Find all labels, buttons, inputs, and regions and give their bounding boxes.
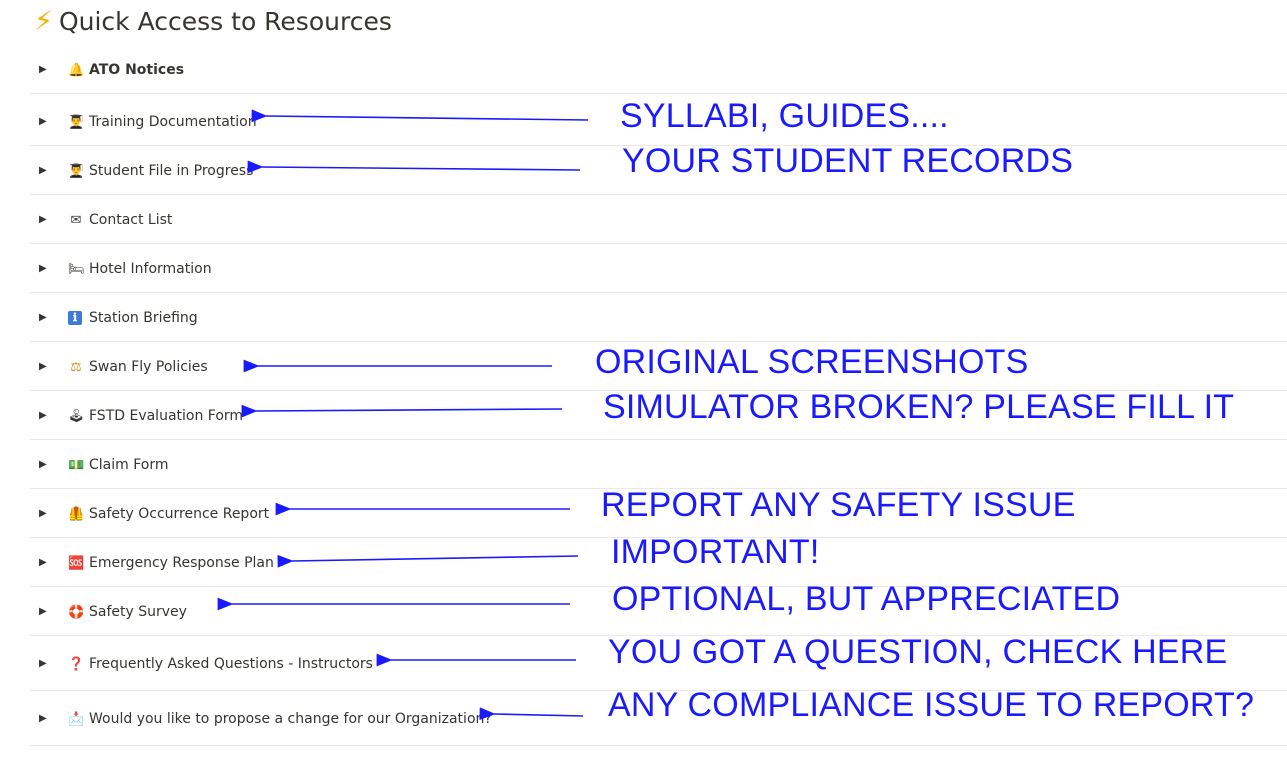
graduate-icon: 👨‍🎓 <box>68 113 85 129</box>
question-icon: ❓ <box>68 655 85 671</box>
triangle-right-icon[interactable]: ▶ <box>39 312 47 323</box>
toggle-row-contact-list[interactable] <box>30 196 1287 244</box>
annotation-syllabi: SYLLABI, GUIDES.... <box>620 97 949 135</box>
annotation-important: IMPORTANT! <box>611 533 820 571</box>
joystick-icon: 🕹 <box>68 407 85 423</box>
graduate-icon: 👨‍🎓 <box>68 162 85 178</box>
row-label: Station Briefing <box>89 309 198 326</box>
triangle-right-icon[interactable]: ▶ <box>39 713 47 724</box>
row-label: Hotel Information <box>89 260 212 277</box>
row-label: Safety Occurrence Report <box>89 505 270 522</box>
bed-icon: 🛏 <box>68 260 85 276</box>
triangle-right-icon[interactable]: ▶ <box>39 263 47 274</box>
scales-icon: ⚖ <box>70 358 82 374</box>
row-label: Contact List <box>89 211 173 228</box>
row-label: Training Documentation <box>89 113 257 130</box>
money-icon: 💵 <box>68 456 85 472</box>
row-label: Emergency Response Plan <box>89 554 274 571</box>
annotation-simulator-broken: SIMULATOR BROKEN? PLEASE FILL IT <box>603 388 1235 426</box>
annotation-original-screenshots: ORIGINAL SCREENSHOTS <box>595 343 1029 381</box>
info-icon: ℹ <box>68 311 82 325</box>
annotation-optional: OPTIONAL, BUT APPRECIATED <box>612 580 1121 618</box>
safety-vest-icon: 🦺 <box>68 505 85 521</box>
triangle-right-icon[interactable]: ▶ <box>39 557 47 568</box>
page-title-text: Quick Access to Resources <box>58 6 392 36</box>
envelope-icon: ✉ <box>70 211 82 227</box>
triangle-right-icon[interactable]: ▶ <box>39 64 47 75</box>
lightning-bolt-icon: ⚡ <box>34 5 53 37</box>
row-label: ATO Notices <box>89 61 185 78</box>
envelope-arrow-icon: 📩 <box>68 710 85 726</box>
triangle-right-icon[interactable]: ▶ <box>39 116 47 127</box>
annotation-report-safety: REPORT ANY SAFETY ISSUE <box>601 486 1076 524</box>
row-label: Swan Fly Policies <box>89 358 208 375</box>
triangle-right-icon[interactable]: ▶ <box>39 508 47 519</box>
toggle-row-claim-form[interactable] <box>30 441 1287 489</box>
toggle-row-hotel-information[interactable] <box>30 245 1287 293</box>
row-label: Frequently Asked Questions - Instructors <box>89 655 373 672</box>
sos-icon: 🆘 <box>68 554 85 570</box>
triangle-right-icon[interactable]: ▶ <box>39 361 47 372</box>
triangle-right-icon[interactable]: ▶ <box>39 459 47 470</box>
toggle-row-ato-notices[interactable] <box>30 46 1287 94</box>
annotation-question: YOU GOT A QUESTION, CHECK HERE <box>608 633 1228 671</box>
annotation-compliance: ANY COMPLIANCE ISSUE TO REPORT? <box>608 686 1255 724</box>
row-label: Student File in Progress <box>89 162 254 179</box>
triangle-right-icon[interactable]: ▶ <box>39 606 47 617</box>
row-label: FSTD Evaluation Form <box>89 407 244 424</box>
row-label: Claim Form <box>89 456 169 473</box>
annotation-student-records: YOUR STUDENT RECORDS <box>622 142 1074 180</box>
row-label: Would you like to propose a change for our Organization? <box>89 710 492 727</box>
row-label: Safety Survey <box>89 603 187 620</box>
lifebuoy-icon: 🛟 <box>68 603 85 619</box>
page-title <box>34 3 392 39</box>
triangle-right-icon[interactable]: ▶ <box>39 658 47 669</box>
triangle-right-icon[interactable]: ▶ <box>39 214 47 225</box>
toggle-row-station-briefing[interactable] <box>30 294 1287 342</box>
triangle-right-icon[interactable]: ▶ <box>39 410 47 421</box>
triangle-right-icon[interactable]: ▶ <box>39 165 47 176</box>
bell-icon: 🔔 <box>68 61 85 77</box>
